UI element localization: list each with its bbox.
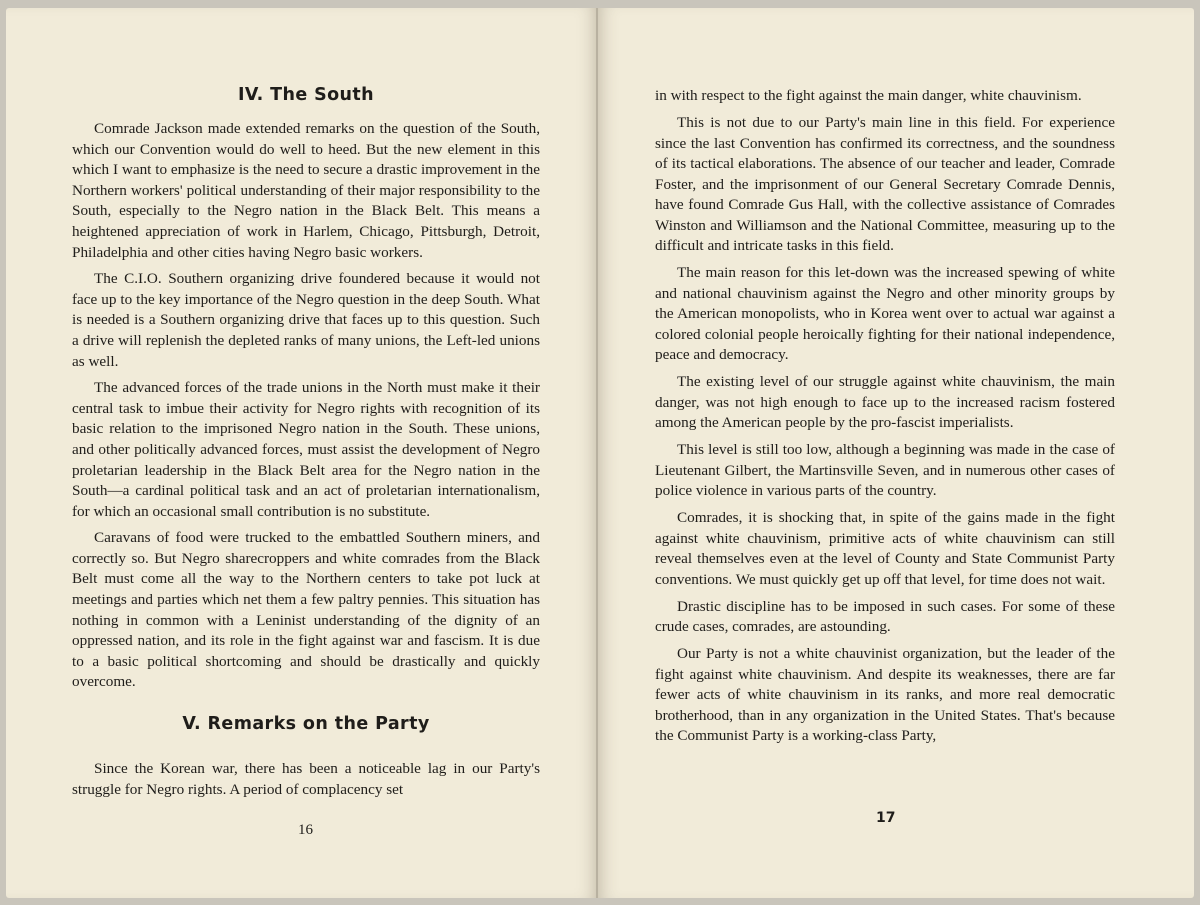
- paragraph: This is not due to our Party's main line in this field. For experience since the last Convention has confirmed its correctness, and the soundness of its tactical elaborations. The absence of our teacher and leader, Comrade Foster, and the imprisonment of our General Secretary Comrade Dennis, have found Comrade Gus Hall, with the collective assistance of Comrades Winston and Williamson and the National Committee, measuring up to the difficult and intricate tasks in this field.: [655, 114, 1115, 254]
- left-page: [6, 8, 598, 898]
- paragraph: Drastic discipline has to be imposed in such cases. For some of these crude cases, comrades, are astounding.: [655, 597, 1115, 635]
- page-number-right: 17: [876, 810, 896, 826]
- paragraph: The main reason for this let-down was the increased spewing of white and national chauvinism against the Negro and other minority groups by the American monopolists, who in Korea went over to actual war against a colored colonial people heroically fighting for their national independence, peace and democracy.: [655, 264, 1115, 363]
- paragraph: Comrades, it is shocking that, in spite of the gains made in the fight against white chauvinism, primitive acts of white chauvinism can still reveal themselves even at the level of County and State Communist Party conventions. We must quickly get up off that level, for time does not wait.: [655, 509, 1115, 588]
- paragraph: Comrade Jackson made extended remarks on the question of the South, which our Convention would do well to heed. But the new element in this which I want to emphasize is the need to secure a drastic improvement in the Northern workers' political understanding of their major responsibility to the South, especially to the Negro nation in the Black Belt. This means a heightened appreciation of work in Harlem, Chicago, Pittsburgh, Detroit, Philadelphia and other cities having Negro basic workers.: [72, 120, 540, 261]
- paragraph: This level is still too low, although a beginning was made in the case of Lieutenant Gilbert, the Martinsville Seven, and in numerous other cases of police violence in various parts of the country.: [655, 441, 1115, 499]
- paragraph: Since the Korean war, there has been a noticeable lag in our Party's struggle for Negro rights. A period of complacency set: [72, 760, 540, 798]
- section-heading-party: V. Remarks on the Party: [182, 714, 430, 735]
- left-text-column: [72, 80, 540, 806]
- continued-paragraph: in with respect to the fight against the main danger, white chauvinism.: [655, 87, 1082, 104]
- paragraph: Caravans of food were trucked to the embattled Southern miners, and correctly so. But Negro sharecroppers and white comrades from the Black Belt must come all the way to the Northern centers to take pot luck at meetings and parties which net them a few paltry pennies. This situation has nothing in common with a Leninist understanding of the dignity of an oppressed nation, and its role in the fight against war and fascism. It is due to a basic political shortcoming and should be drastically and quickly overcome.: [72, 529, 540, 691]
- right-text-column: [655, 86, 1115, 753]
- page-number-left: 16: [298, 822, 313, 838]
- paragraph: The advanced forces of the trade unions in the North must make it their central task to imbue their activity for Negro rights with recognition of its basic relation to the imprisoned Negro nation in the South. These unions, and other politically advanced forces, must assist the development of Negro proletarian leadership in the Black Belt area for the Negro nation in the South—a cardinal political task and an act of proletarian internationalism, for which an occasional small contribution is no substitute.: [72, 379, 540, 520]
- section-heading-south: IV. The South: [237, 85, 374, 105]
- paragraph: The existing level of our struggle against white chauvinism, the main danger, was not high enough to face up to the increased racism fostered among the American people by the pro-fascist imperialists.: [655, 373, 1115, 431]
- right-page: [598, 8, 1194, 898]
- paragraph: The C.I.O. Southern organizing drive foundered because it would not face up to the key importance of the Negro question in the deep South. What is needed is a Southern organizing drive that faces up to this question. Such a drive will replenish the depleted ranks of many unions, the Left-led unions as well.: [72, 270, 540, 370]
- paragraph: Our Party is not a white chauvinist organization, but the leader of the fight against white chauvinism. And despite its weaknesses, there are far fewer acts of white chauvinism in its ranks, and more real democratic brotherhood, than in any organization in the United States. That's because the Communist Party is a working-class Party,: [655, 645, 1115, 744]
